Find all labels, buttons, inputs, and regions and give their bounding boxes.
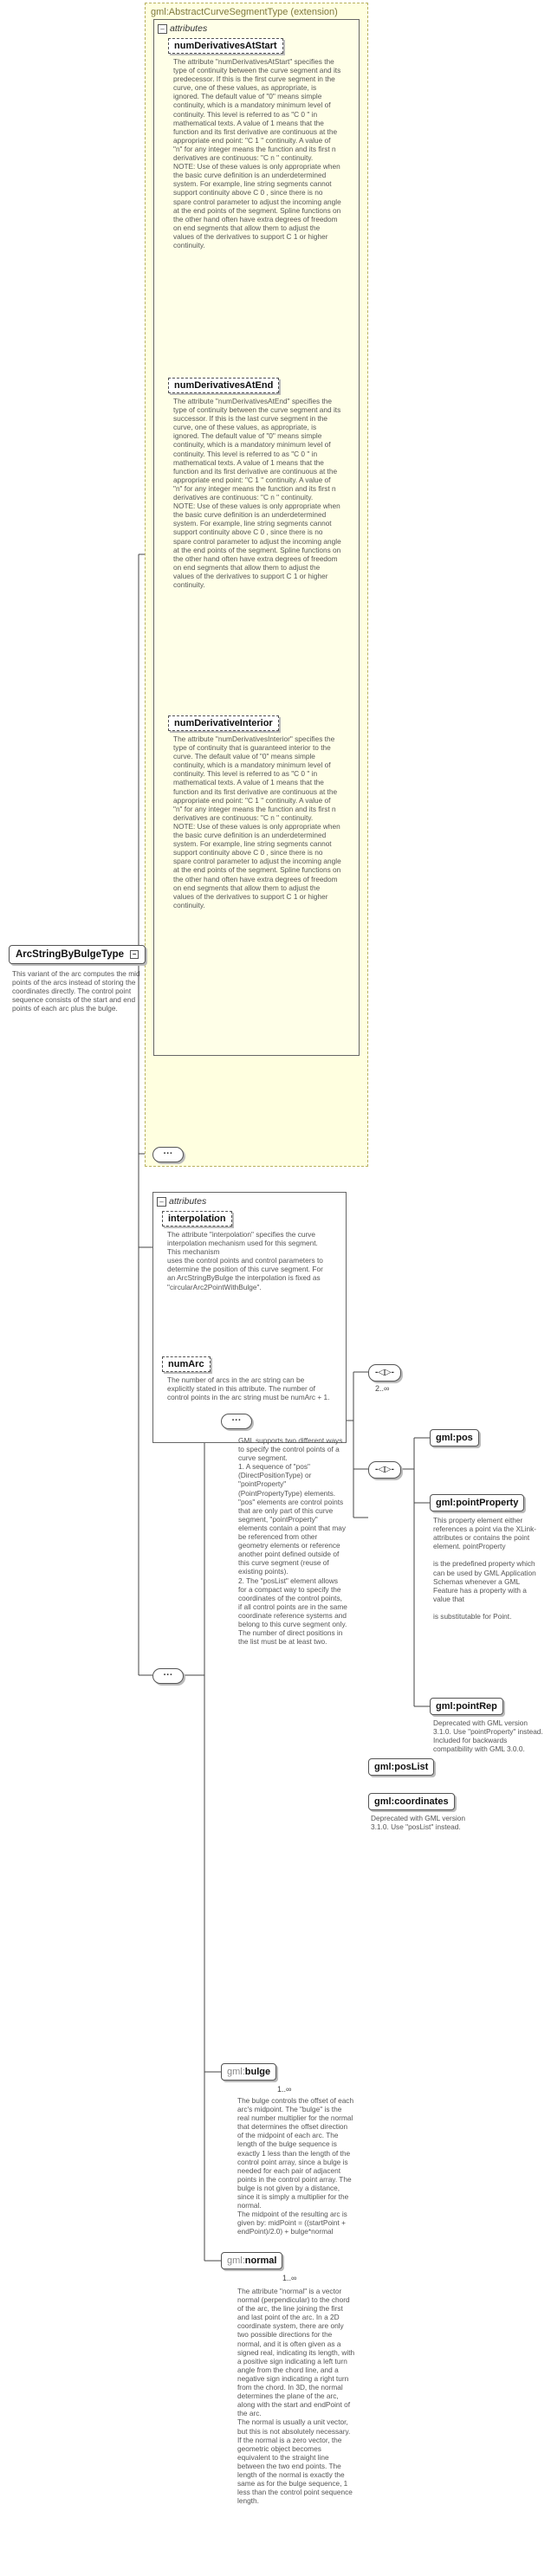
element-coordinates[interactable]: gml:coordinates <box>368 1793 455 1810</box>
element-point-property[interactable]: gml:pointProperty <box>430 1494 524 1511</box>
choice-multiplicity: 2..∞ <box>375 1384 390 1393</box>
attr-interpolation <box>162 1210 332 1291</box>
attr-doc: The attribute "numDerivativesAtEnd" specifies the type of continuity between the curve segment and its successor. If this is the last curve segment in the curve, one of these values, as appropriate, is ignored. The default value of "0" means simple continuity, which is a mandatory minimum level of continuity. This level is referred to as "C 0 " in mathematical texts. A value of 1 means that the function and its first derivative are continuous at the appropriate end point: "C 1 " continuity. A value of "n" for any integer means the function and its first n derivatives are continuous: "C n " continuity. NOTE: Use of these values is only appropriate when the basic curve definition is an underdetermined system. For example, line string segments cannot support continuity above C 0 , since there is no spare control parameter to adjust the incoming angle at the end points of the segment. Spline functions on the other hand often have extra degrees of freedom on end segments that allow them to adjust the values of the derivatives to support C 1 or higher continuity. <box>173 397 341 589</box>
main-sequence[interactable]: ··· <box>152 1668 184 1684</box>
attributes-label: attributes <box>169 1196 207 1207</box>
inherited-attributes-group <box>153 19 360 1056</box>
choice-compositor[interactable] <box>368 1364 401 1382</box>
attr-doc: The attribute "interpolation" specifies the curve interpolation mechanism used for this segment. This mechanism uses the control points and control parameters to determine the position of this curve segment. For an ArcStringByBulge the interpolation is fixed as "circularArc2PointWithBulge". <box>167 1230 323 1291</box>
coordinates-doc: Deprecated with GML version 3.1.0. Use "posList" instead. <box>371 1814 468 1832</box>
attributes-label: attributes <box>170 23 208 34</box>
attr-num-derivatives-at-end <box>168 377 341 589</box>
choice-pos-list-compositor[interactable] <box>368 1461 401 1479</box>
attr-name[interactable]: interpolation <box>162 1211 232 1227</box>
element-prefix: gml: <box>227 2256 245 2266</box>
attr-num-derivatives-at-start <box>168 37 341 249</box>
bulge-multiplicity: 1..∞ <box>277 2085 292 2094</box>
attr-doc: The number of arcs in the arc string can be explicitly stated in this attribute. The number of control points in the arc string must be numArc + 1. <box>167 1375 330 1402</box>
extension-title: gml:AbstractCurveSegmentType (extension) <box>151 7 338 17</box>
element-prefix: gml: <box>227 2067 245 2077</box>
element-pos-list[interactable]: gml:posList <box>368 1758 434 1776</box>
control-points-sequence[interactable]: ··· <box>221 1414 252 1429</box>
collapse-icon: – <box>130 950 139 959</box>
normal-doc: The attribute "normal" is a vector normal (perpendicular) to the chord of the arc, the line joining the first and last point of the arc. In a 2D coordinate system, there are only two possible directions for the normal, and it is often given as a signed real, indicating its length, with a positive sign indicating a left turn angle from the chord line, and a negative sign indicating a right turn from the chord. In 3D, the normal determines the plane of the arc, along with the start and endPoint of the arc. The normal is usually a unit vector, but this is not absolutely necessary. If the normal is a zero vector, the geometric object becomes equivalent to the straight line between the two end points. The length of the normal is exactly the same as for the bulge sequence, 1 less than the control point sequence length. <box>237 2287 355 2506</box>
choice-icon: -◁▷- <box>374 1465 395 1474</box>
choice-doc: GML supports two different ways to specify the control points of a curve segment. 1. A sequence of "pos" (DirectPositionType) or "pointProperty" (PointPropertyType) elements. "pos" elements are control points that are only part of this curve segment, "pointProperty" elements contain a point that may be referenced from other geometry elements or reference another point defined outside of this curve segment (reuse of existing points). 2. The "posList" element allows for a compact way to specify the coordinates of the control points, if all control points are in the same coordinate reference systems and belong to this curve segment only. The number of direct positions in the list must be at least two. <box>238 1436 347 1647</box>
attr-name[interactable]: numDerivativesAtStart <box>168 38 283 54</box>
attr-name[interactable]: numDerivativesAtEnd <box>168 378 279 393</box>
root-name: ArcStringByBulgeType <box>16 949 125 960</box>
extension-base-container <box>145 3 368 1167</box>
element-normal[interactable] <box>221 2252 282 2269</box>
collapse-icon: – <box>158 24 167 34</box>
element-local-name: bulge <box>244 2067 271 2077</box>
attributes-tab[interactable] <box>157 1196 206 1207</box>
normal-multiplicity: 1..∞ <box>282 2274 297 2282</box>
attr-doc: The attribute "numDerivativesInterior" specifies the type of continuity that is guaranteed interior to the curve. The default value of "0" means simple continuity, which is a mandatory minimum level of continuity. This level is referred to as "C 0 " in mathematical texts. A value of 1 means that the function and its first derivative are continuous at the appropriate end point: "C 1 " continuity. A value of "n" for any integer means the function and its first n derivatives are continuous: "C n " continuity. NOTE: Use of these values is only appropriate when the basic curve definition is an underdetermined system. For example, line string segments cannot support continuity above C 0 , since there is no spare control parameter to adjust the incoming angle at the end points of the segment. Spline functions on the other hand often have extra degrees of freedom on end segments that allow them to adjust the values of the derivatives to support C 1 or higher continuity. <box>173 735 341 909</box>
own-attributes-group <box>152 1192 347 1443</box>
choice-icon: -◁▷- <box>374 1368 395 1377</box>
bulge-doc: The bulge controls the offset of each arc's midpoint. The "bulge" is the real number multiplier for the normal that determines the offset direction of the midpoint of each arc. The length of the bulge sequence is exactly 1 less than the length of the control point array, since a bulge is needed for each pair of adjacent points in the control point array. The bulge is not given by a distance, since it is simply a multiplier for the normal. The midpoint of the resulting arc is given by: midPoint = ((startPoint + endPoint)/2.0) + bulge*normal <box>237 2096 354 2236</box>
element-point-rep[interactable]: gml:pointRep <box>430 1698 503 1715</box>
point-property-doc: This property element either references a point via the XLink-attributes or contains the point element. pointProperty is the predefined property which can be used by GML Application Schemas whenever a GML Feature has a property with a value that is substitutable for Point. <box>433 1516 536 1621</box>
collapse-icon: – <box>157 1197 166 1207</box>
point-rep-doc: Deprecated with GML version 3.1.0. Use "pointProperty" instead. Included for backwards compatibility with GML 3.0.0. <box>433 1718 546 1754</box>
element-local-name: normal <box>244 2256 277 2266</box>
root-doc: This variant of the arc computes the mid points of the arcs instead of storing the coordinates directly. The control point sequence consists of the start and end points of each arc plus the bulge. <box>12 969 142 1013</box>
attr-doc: The attribute "numDerivativesAtStart" specifies the type of continuity between the curve segment and its predecessor. If this is the first curve segment in the curve, one of these values, as appropriate, is ignored. The default value of "0" means simple continuity, which is a mandatory minimum level of continuity. This level is referred to as "C 0 " in mathematical texts. A value of 1 means that the function and its first derivative are continuous at the appropriate end point: "C 1 " continuity. A value of "n" for any integer means the function and its first n derivatives are continuous: "C n " continuity. NOTE: Use of these values is only appropriate when the basic curve definition is an underdetermined system. For example, line string segments cannot support continuity above C 0 , since there is no spare control parameter to adjust the incoming angle at the end points of the segment. Spline functions on the other hand often have extra degrees of freedom on end segments that allow them to adjust the values of the derivatives to support C 1 or higher continuity. <box>173 57 341 249</box>
root-type-ArcStringByBulgeType[interactable] <box>9 945 146 964</box>
attr-num-arc <box>162 1356 332 1401</box>
inherited-sequence[interactable]: ··· <box>152 1147 184 1162</box>
attributes-tab[interactable] <box>158 23 207 34</box>
element-pos[interactable]: gml:pos <box>430 1429 479 1447</box>
attr-num-derivative-interior <box>168 715 341 909</box>
attr-name[interactable]: numArc <box>162 1356 211 1372</box>
attr-name[interactable]: numDerivativeInterior <box>168 715 279 731</box>
element-bulge[interactable] <box>221 2063 276 2081</box>
